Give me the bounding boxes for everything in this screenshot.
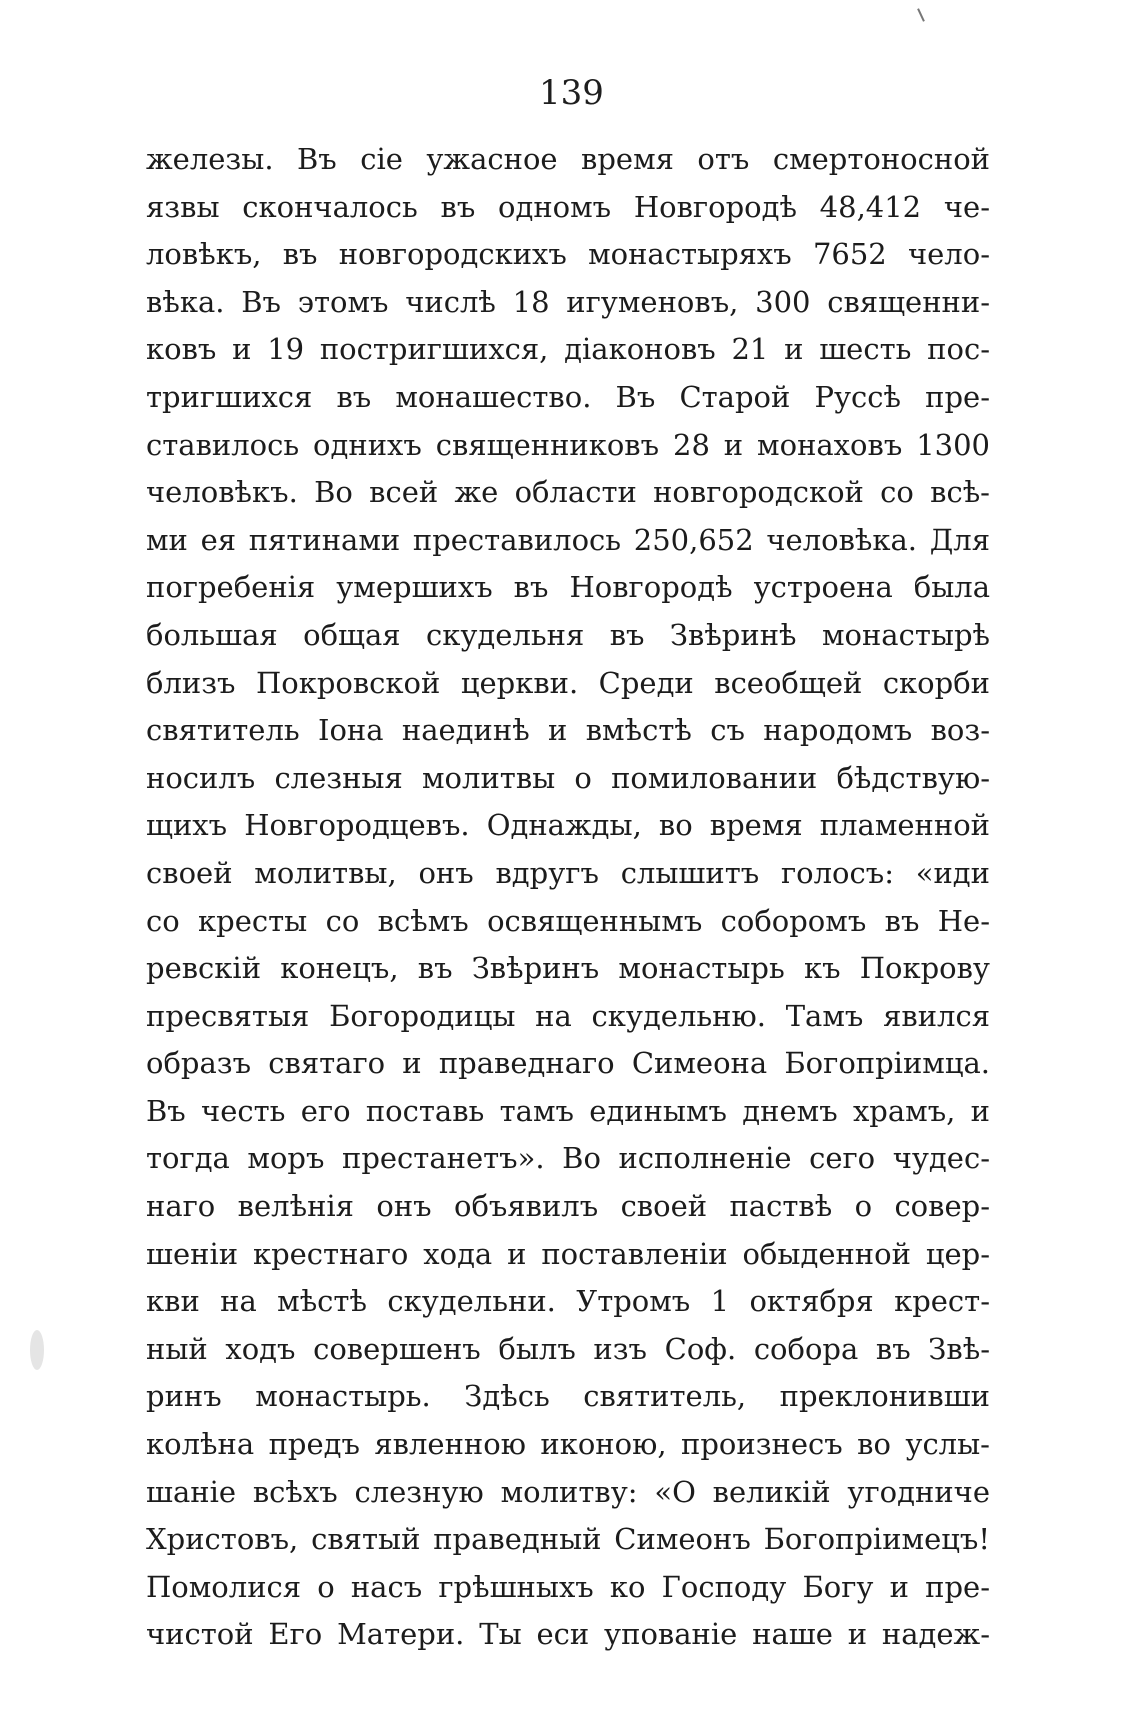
text-line: колѣна предъ явленною иконою, произнесъ во услы- — [146, 1427, 990, 1462]
text-line: погребенія умершихъ въ Новгородѣ устроена была — [146, 570, 990, 605]
text-line: Христовъ, святый праведный Симеонъ Богопріимецъ! — [146, 1522, 990, 1557]
text-line: ми ея пятинами преставилось 250,652 человѣка. Для — [146, 522, 990, 557]
text-line: образъ святаго и праведнаго Симеона Богопріимца. — [146, 1046, 990, 1081]
text-line: наго велѣнія онъ объявилъ своей паствѣ о совер- — [146, 1189, 990, 1224]
text-line: шаніе всѣхъ слезную молитву: «О великій угодниче — [146, 1474, 990, 1509]
text-line: пресвятыя Богородицы на скудельню. Тамъ явился — [146, 998, 990, 1033]
text-line: вѣка. Въ этомъ числѣ 18 игуменовъ, 300 священни- — [146, 284, 990, 319]
body-text — [146, 136, 990, 1659]
text-line: Въ честь его поставь тамъ единымъ днемъ храмъ, и — [146, 1093, 990, 1128]
margin-mark — [917, 8, 925, 22]
text-line: чистой Его Матери. Ты еси упованіе наше и надеж- — [146, 1617, 990, 1652]
text-line: святитель Іона наединѣ и вмѣстѣ съ народомъ воз- — [146, 713, 990, 748]
text-line: тогда моръ престанетъ». Во исполненіе сего чудес- — [146, 1141, 990, 1176]
text-line: ный ходъ совершенъ былъ изъ Соф. собора въ Звѣ- — [146, 1331, 990, 1366]
text-line: ревскій конецъ, въ Звѣринъ монастырь къ Покрову — [146, 951, 990, 986]
page-smudge — [30, 1330, 44, 1370]
text-line: со кресты со всѣмъ освященнымъ соборомъ въ Не- — [146, 903, 990, 938]
text-line: Помолися о насъ грѣшныхъ ко Господу Богу и пре- — [146, 1569, 990, 1604]
text-line: ставилось однихъ священниковъ 28 и монаховъ 1300 — [146, 427, 990, 462]
text-line: человѣкъ. Во всей же области новгородской со всѣ- — [146, 475, 990, 510]
text-line: тригшихся въ монашество. Въ Старой Руссѣ пре- — [146, 379, 990, 414]
text-line: щихъ Новгородцевъ. Однажды, во время пламенной — [146, 808, 990, 843]
text-line: железы. Въ сіе ужасное время отъ смертоносной — [146, 142, 990, 176]
text-line: кви на мѣстѣ скудельни. Утромъ 1 октября крест- — [146, 1284, 990, 1319]
text-line: шеніи крестнаго хода и поставленіи обыденной цер- — [146, 1236, 990, 1271]
text-line: носилъ слезныя молитвы о помиловании бѣдствую- — [146, 760, 990, 795]
text-line: ковъ и 19 постригшихся, діаконовъ 21 и шесть пос- — [146, 332, 990, 367]
text-line: ловѣкъ, въ новгородскихъ монастыряхъ 7652 чело- — [146, 237, 990, 272]
page-number: 139 — [539, 73, 604, 113]
text-line: ринъ монастырь. Здѣсь святитель, преклонивши — [146, 1379, 990, 1414]
text-line: близъ Покровской церкви. Среди всеобщей скорби — [146, 665, 990, 700]
text-line: язвы скончалось въ одномъ Новгородѣ 48,412 че- — [146, 189, 990, 224]
text-line: своей молитвы, онъ вдругъ слышитъ голосъ: «иди — [146, 855, 990, 890]
text-line: большая общая скудельня въ Звѣринѣ монастырѣ — [146, 617, 990, 652]
